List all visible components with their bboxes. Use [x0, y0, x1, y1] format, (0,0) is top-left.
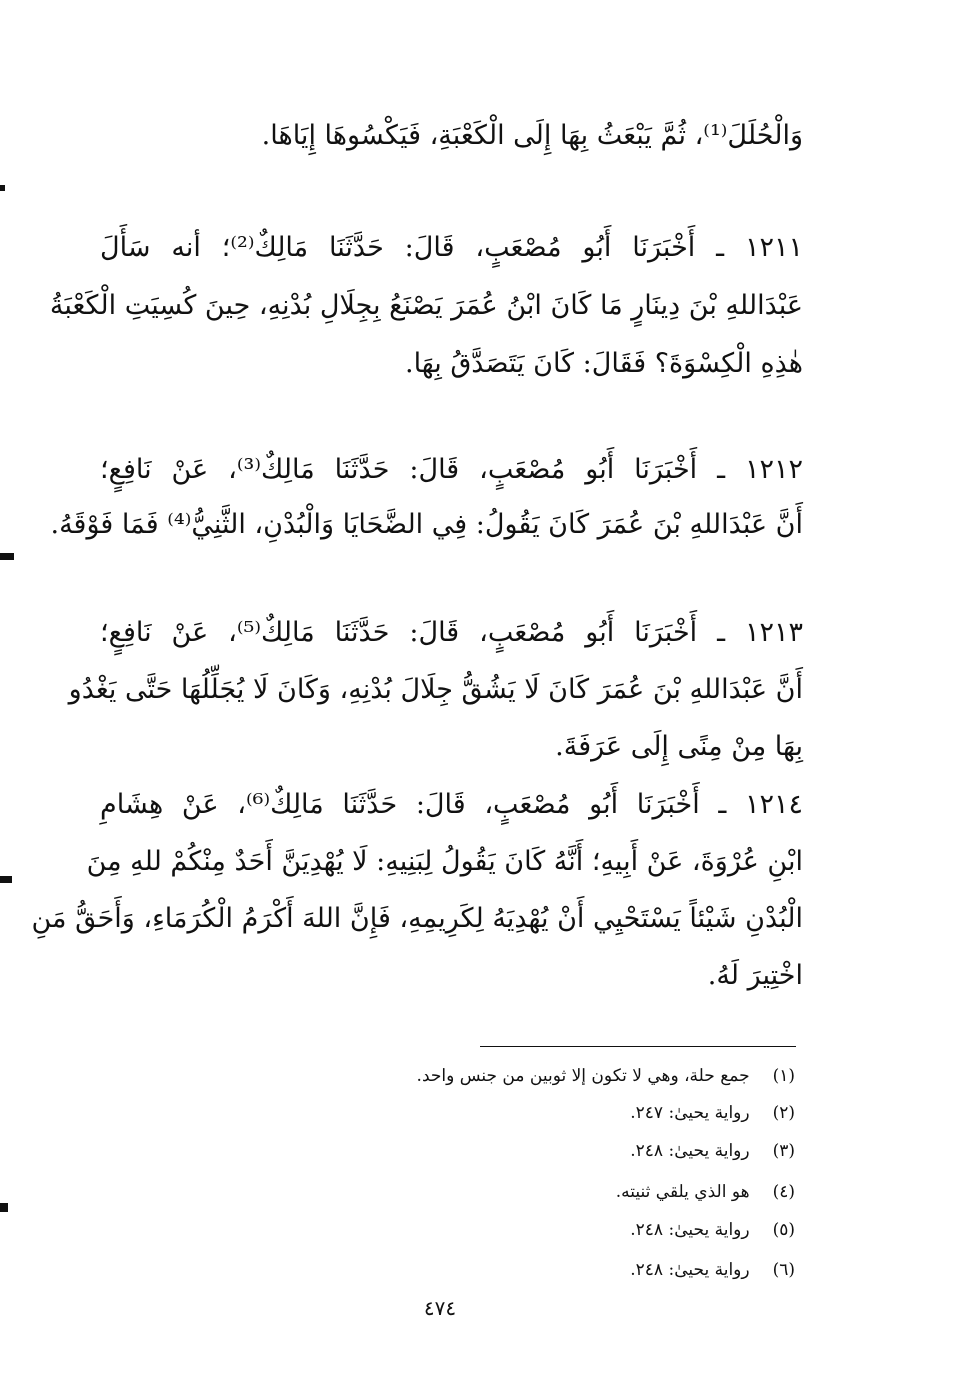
- footnote-6: [250, 1256, 795, 1284]
- hadith-1213-line-3: بِهَا مِنْ مِنًى إِلَى عَرَفَةَ.: [555, 731, 803, 762]
- hadith-1212-line-2: أَنَّ عَبْدَاللهِ بْنَ عُمَرَ كَانَ يَقُولُ: فِي الضَّحَايَا وَالْبُدْنِ، الثَّنِيُّ⁽⁴⁾ فَمَا فَوْقَهُ.: [50, 509, 803, 540]
- footnote-1-text: جمع حلة، وهي لا تكون إلا ثوبين من جنس واحد.: [416, 1066, 750, 1086]
- body-line-1: وَالْحُلَلَ⁽¹⁾، ثُمَّ يَبْعَثُ بِهَا إِلَى الْكَعْبَةِ، فَيَكْسُوهَا إِيَاهَا.: [261, 120, 803, 151]
- hadith-1211-line-1: ١٢١١ ـ أَخْبَرَنَا أَبُو مُصْعَبٍ، قَالَ: حَدَّثَنَا مَالِكٌ⁽²⁾؛ أنه سَأَلَ: [100, 232, 803, 263]
- hadith-1213-line-2: أَنَّ عَبْدَاللهِ بْنَ عُمَرَ كَانَ لَا يَشُقُّ جِلَالَ بُدْنِهِ، وَكَانَ لَا يُجَلِّلُهَا حَتَّى يَغْدُو: [68, 674, 803, 705]
- footnote-2-number: (٢): [772, 1103, 795, 1123]
- hadith-1214-line-3: الْبُدْنِ شَيْئاً يَسْتَحْيِي أَنْ يُهْدِيَهُ لِكَرِيمِهِ، فَإِنَّ اللهَ أَكْرَمُ الْكُرَمَاءِ، وَأَحَقُّ مَنِ: [31, 903, 803, 934]
- footnote-5-text: رواية يحيىٰ: ٢٤٨.: [630, 1220, 750, 1240]
- page-number: ٤٧٤: [423, 1296, 457, 1320]
- scan-edge-mark: [0, 553, 14, 560]
- footnote-6-number: (٦): [772, 1260, 795, 1280]
- footnote-3: [250, 1137, 795, 1165]
- footnote-6-text: رواية يحيىٰ: ٢٤٨.: [630, 1260, 750, 1280]
- footnote-3-number: (٣): [772, 1141, 795, 1161]
- scan-edge-mark: [0, 876, 12, 883]
- footnote-4-text: هو الذي يلقي ثنيته.: [615, 1182, 750, 1202]
- hadith-1214-line-4: اخْتِيرَ لَهُ.: [707, 960, 803, 991]
- hadith-1213-line-1: ١٢١٣ ـ أَخْبَرَنَا أَبُو مُصْعَبٍ، قَالَ: حَدَّثَنَا مَالِكٌ⁽⁵⁾، عَنْ نَافِعٍ؛: [100, 617, 803, 648]
- footnote-4: [250, 1178, 795, 1206]
- footnote-4-number: (٤): [772, 1182, 795, 1202]
- scan-edge-mark: [0, 185, 5, 191]
- hadith-1214-line-1: ١٢١٤ ـ أَخْبَرَنَا أَبُو مُصْعَبٍ، قَالَ: حَدَّثَنَا مَالِكٌ⁽⁶⁾، عَنْ هِشَامِ: [100, 789, 803, 820]
- footnote-5: [250, 1216, 795, 1244]
- footnote-5-number: (٥): [772, 1220, 795, 1240]
- footnote-1-number: (١): [772, 1066, 795, 1086]
- footnote-2-text: رواية يحيىٰ: ٢٤٧.: [630, 1103, 750, 1123]
- hadith-1211-line-2: عَبْدَاللهِ بْنَ دِينَارٍ مَا كَانَ ابْنُ عُمَرَ يَصْنَعُ بِجِلَالِ بُدْنِهِ، حِينَ كُسِيَتِ الْكَعْبَةُ: [49, 290, 803, 321]
- footnote-3-text: رواية يحيىٰ: ٢٤٨.: [630, 1141, 750, 1161]
- scan-edge-mark: [0, 1203, 8, 1212]
- footnote-1: [250, 1062, 795, 1090]
- footnote-separator: [480, 1046, 796, 1047]
- hadith-1214-line-2: ابْنِ عُرْوَةَ، عَنْ أَبِيهِ؛ أَنَّهُ كَانَ يَقُولُ لِبَنِيهِ: لَا يُهْدِيَنَّ أَحَدٌ مِنْكُمْ للهِ مِنَ: [86, 846, 803, 877]
- hadith-1212-line-1: ١٢١٢ ـ أَخْبَرَنَا أَبُو مُصْعَبٍ، قَالَ: حَدَّثَنَا مَالِكٌ⁽³⁾، عَنْ نَافِعٍ؛: [100, 454, 803, 485]
- footnote-2: [250, 1099, 795, 1127]
- hadith-1211-line-3: هٰذِهِ الْكِسْوَةَ؟ فَقَالَ: كَانَ يَتَصَدَّقُ بِهَا.: [405, 348, 803, 379]
